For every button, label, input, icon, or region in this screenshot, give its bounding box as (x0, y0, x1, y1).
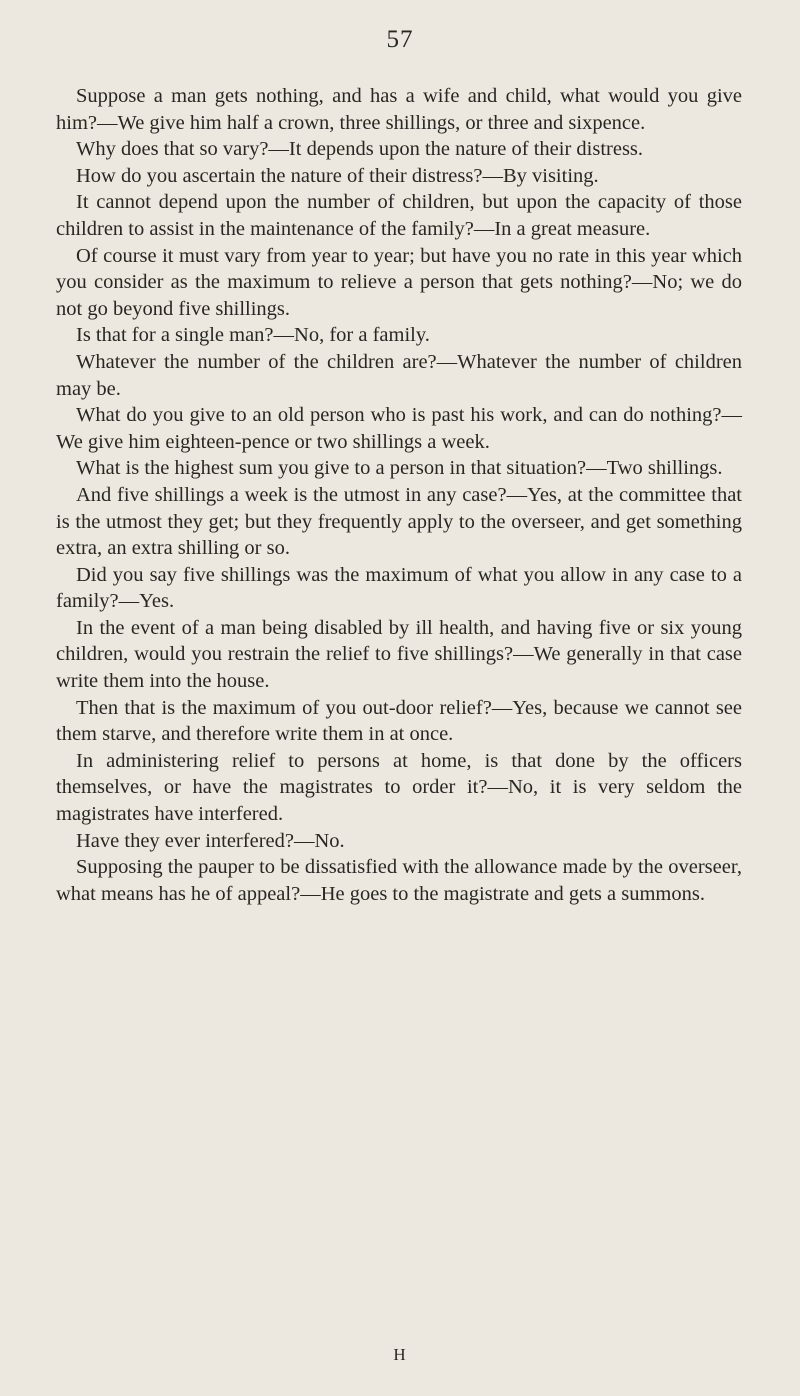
paragraph: What do you give to an old person who is past his work, and can do nothing?—We give him eighteen-pence or two shillings a week. (56, 404, 742, 453)
paragraph: How do you ascertain the nature of their distress?—By visiting. (76, 164, 599, 187)
paragraph: Suppose a man gets nothing, and has a wife and child, what would you give him?—We give him half a crown, three shillings, or three and sixpence. (56, 85, 742, 134)
paragraph: In administering relief to persons at home, is that done by the officers themselves, or have the magistrates to order it?—No, it is very seldom the magistrates have interfered. (56, 749, 742, 826)
paragraph: It cannot depend upon the number of children, but upon the capacity of those children to assist in the maintenance of the family?—In a great measure. (56, 191, 742, 240)
body-text (56, 83, 742, 907)
paragraph: Did you say five shillings was the maximum of what you allow in any case to a family?—Yes. (56, 563, 742, 613)
paragraph: Then that is the maximum of you out-door relief?—Yes, because we cannot see them starve, and therefore write them in at once. (56, 696, 742, 746)
paragraph: Why does that so vary?—It depends upon the nature of their distress. (76, 138, 644, 161)
paragraph: Have they ever interfered?—No. (76, 829, 345, 852)
paragraph: In the event of a man being disabled by ill health, and having five or six young children, would you restrain the relief to five shillings?—We generally in that case write them into the house. (56, 616, 742, 693)
paragraph: Whatever the number of the children are?—Whatever the number of children may be. (56, 350, 742, 400)
paragraph: And five shillings a week is the utmost in any case?—Yes, at the committee that is the utmost they get; but they frequently apply to the overseer, and get something extra, an extra shilling or so. (56, 483, 742, 560)
signature-mark: H (393, 1345, 407, 1364)
paragraph: What is the highest sum you give to a person in that situation?—Two shillings. (76, 457, 723, 480)
paragraph: Supposing the pauper to be dissatisfied with the allowance made by the overseer, what means has he of appeal?—He goes to the magistrate and gets a summons. (56, 856, 742, 905)
page-number: 57 (386, 26, 414, 53)
paragraph: Of course it must vary from year to year; but have you no rate in this year which you consider as the maximum to relieve a person that gets nothing?—No; we do not go beyond five shillings. (56, 244, 742, 320)
paragraph: Is that for a single man?—No, for a family. (76, 324, 430, 347)
